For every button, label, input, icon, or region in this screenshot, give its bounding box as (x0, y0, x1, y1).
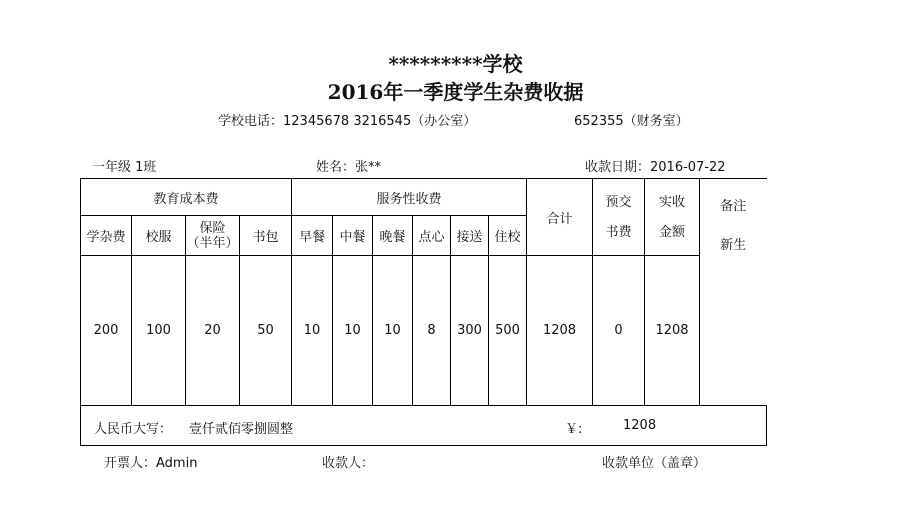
val-prepaid: 0 (593, 256, 645, 406)
col-dinner: 晚餐 (373, 216, 413, 256)
col-snack: 点心 (413, 216, 451, 256)
val-insurance: 20 (186, 256, 240, 406)
val-snack: 8 (413, 256, 451, 406)
val-tuition: 200 (81, 256, 132, 406)
prepaid-header-line1: 预交 (605, 194, 632, 210)
amount-cell (81, 406, 767, 446)
header-row-1 (81, 179, 767, 216)
date-value: 2016-07-22 (650, 160, 726, 175)
fee-table (80, 178, 767, 446)
school-name: *********学校 (388, 52, 523, 76)
total-header: 合计 (527, 179, 593, 256)
col-shuttle: 接送 (451, 216, 489, 256)
col-breakfast: 早餐 (292, 216, 333, 256)
receipt-title: 2016年一季度学生杂费收据 (327, 80, 584, 104)
col-tuition: 学杂费 (81, 216, 132, 256)
issuer (104, 452, 197, 471)
col-insurance-line1: 保险 (199, 220, 226, 236)
phone-finance: 652355（财务室） (574, 114, 689, 129)
phone-label: 学校电话： (218, 114, 284, 129)
col-insurance-line2: （半年） (186, 235, 239, 251)
rmb-value: 壹仟贰佰零捌圆整 (189, 422, 294, 437)
val-lunch: 10 (333, 256, 373, 406)
payment-date (585, 156, 726, 175)
val-shuttle: 300 (451, 256, 489, 406)
val-breakfast: 10 (292, 256, 333, 406)
payee-label: 收款人： (322, 456, 375, 471)
values-row (81, 256, 767, 406)
amount-row (81, 406, 767, 446)
remark-cell (700, 179, 767, 406)
val-total: 1208 (527, 256, 593, 406)
issuer-value: Admin (156, 456, 198, 471)
prepaid-header-line2: 书费 (605, 224, 632, 240)
group-edu-cost: 教育成本费 (81, 179, 292, 216)
actual-header-line1: 实收 (658, 194, 685, 210)
phone-line (218, 110, 476, 129)
student-name (316, 156, 381, 175)
class-label: 一年级 1班 (92, 160, 157, 175)
name-label: 姓名： (316, 160, 356, 175)
prepaid-header (593, 179, 645, 256)
col-schoolbag: 书包 (240, 216, 292, 256)
receiving-unit: 收款单位（盖章） (602, 456, 707, 471)
val-schoolbag: 50 (240, 256, 292, 406)
val-uniform: 100 (132, 256, 186, 406)
col-uniform: 校服 (132, 216, 186, 256)
col-boarding: 住校 (489, 216, 527, 256)
date-label: 收款日期： (585, 160, 651, 175)
name-value: 张** (355, 160, 382, 175)
currency-value: 1208 (623, 418, 657, 433)
currency-symbol: ￥: (565, 422, 583, 437)
val-boarding: 500 (489, 256, 527, 406)
col-lunch: 中餐 (333, 216, 373, 256)
val-actual: 1208 (645, 256, 700, 406)
val-dinner: 10 (373, 256, 413, 406)
rmb-label: 人民币大写： (94, 422, 173, 437)
issuer-label: 开票人： (104, 456, 157, 471)
phone-office: 12345678 3216545（办公室） (283, 114, 477, 129)
group-service-fee: 服务性收费 (292, 179, 527, 216)
col-insurance (186, 216, 240, 256)
remark-header: 备注 (720, 199, 747, 214)
actual-header (645, 179, 700, 256)
actual-header-line2: 金额 (658, 224, 685, 240)
remark-value: 新生 (720, 238, 747, 253)
